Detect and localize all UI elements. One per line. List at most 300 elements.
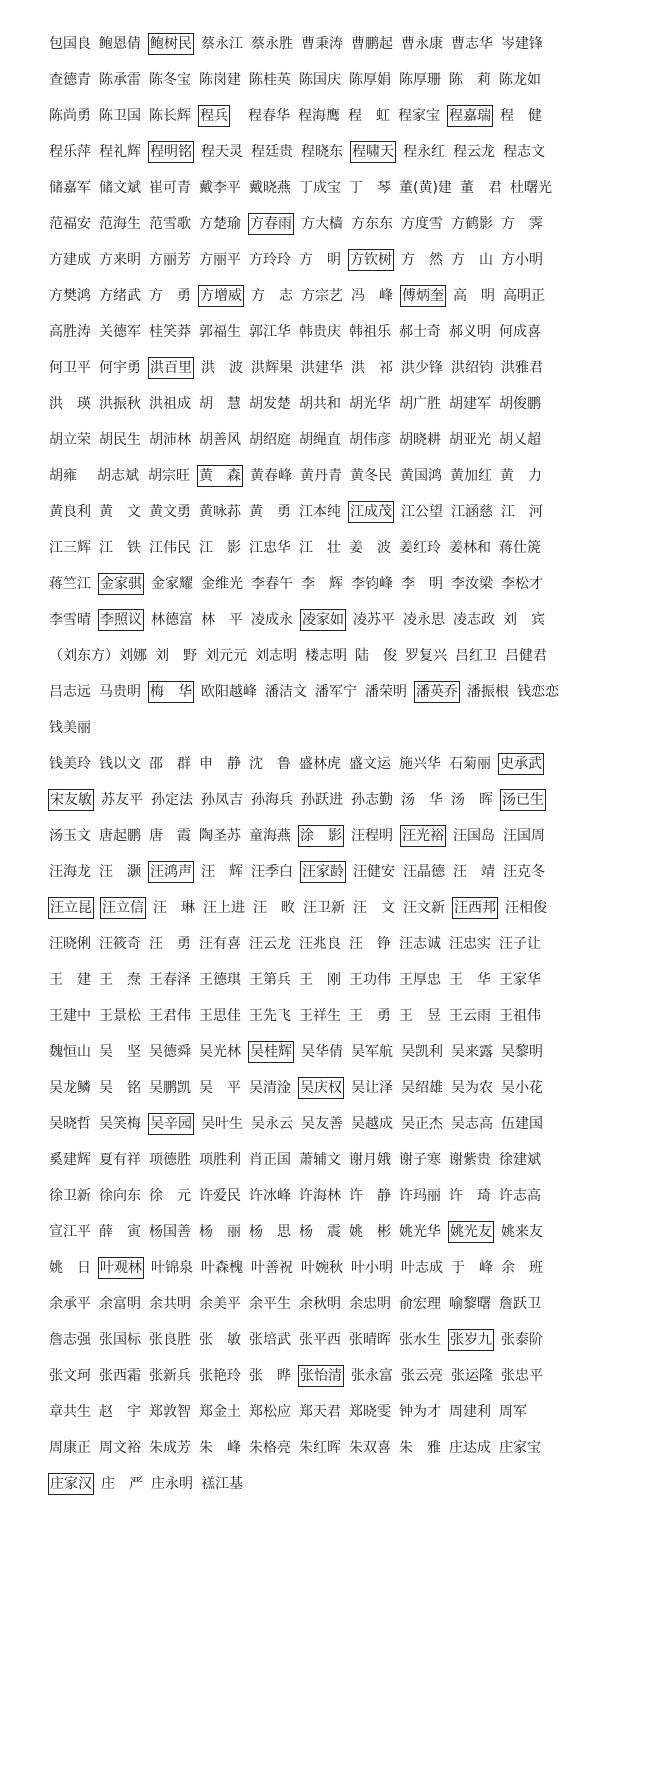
- name-entry: 程 虹: [348, 108, 390, 124]
- name-entry: 陈厚珊: [399, 72, 441, 88]
- name-entry: 姚 彬: [349, 1224, 391, 1240]
- name-entry: 汤 晖: [451, 792, 493, 808]
- name-entry: 张文珂: [49, 1368, 91, 1384]
- name-row: [0, 429, 671, 457]
- name-entry: 汪 靖: [453, 864, 495, 880]
- name-entry: （刘东方）刘娜: [49, 648, 147, 664]
- name-entry: 胡绳直: [299, 432, 341, 448]
- name-entry: 张晴晖: [349, 1332, 391, 1348]
- name-entry: 张国标: [99, 1332, 141, 1348]
- name-entry: 吴 铭: [99, 1080, 141, 1096]
- name-entry: 洪雅君: [501, 360, 543, 376]
- name-row: [0, 249, 671, 277]
- name-entry: 江涵慈: [451, 504, 493, 520]
- name-entry: 姚 日: [49, 1260, 91, 1276]
- name-entry: 王功伟: [349, 972, 391, 988]
- name-entry: 凌成永: [251, 612, 293, 628]
- name-entry: 吴为农: [451, 1080, 493, 1096]
- name-entry: 洪 瑛: [49, 396, 91, 412]
- name-entry: 吴凯利: [401, 1044, 443, 1060]
- name-entry: 程乐萍: [49, 144, 91, 160]
- name-entry: 汪子让: [499, 936, 541, 952]
- name-entry: 鲍恩倩: [99, 36, 141, 52]
- name-entry: 张平西: [299, 1332, 341, 1348]
- name-entry: 吴 平: [199, 1080, 241, 1096]
- name-entry: 洪辉果: [251, 360, 293, 376]
- name-entry: 施兴华: [399, 756, 441, 772]
- name-entry: 钱美丽: [49, 720, 91, 736]
- name-row: [0, 1149, 671, 1177]
- name-entry: 吴小花: [501, 1080, 543, 1096]
- name-row: [0, 1077, 671, 1105]
- name-entry: 汪卫新: [303, 900, 345, 916]
- name-entry: 汪志诚: [399, 936, 441, 952]
- name-entry: 胡亚光: [449, 432, 491, 448]
- name-entry: 许 静: [349, 1188, 391, 1204]
- name-entry: 陈桂英: [249, 72, 291, 88]
- name-entry: 陈国庆: [299, 72, 341, 88]
- name-row: [0, 1041, 671, 1069]
- name-row: [0, 681, 671, 709]
- name-row: [0, 717, 671, 745]
- name-entry: 石菊丽: [449, 756, 491, 772]
- name-entry: 余共明: [149, 1296, 191, 1312]
- name-row: [0, 1437, 671, 1465]
- name-row: [0, 969, 671, 997]
- name-entry: 黄良利: [49, 504, 91, 520]
- name-entry: 包国良: [49, 36, 91, 52]
- name-entry: 吴黎明: [501, 1044, 543, 1060]
- name-entry: 王春泽: [149, 972, 191, 988]
- name-entry: 吴绍雄: [401, 1080, 443, 1096]
- name-row: [0, 933, 671, 961]
- name-entry: 胡伟彦: [349, 432, 391, 448]
- name-entry: 黄咏荪: [199, 504, 241, 520]
- name-entry: 丁成宝: [299, 180, 341, 196]
- name-entry: 江本纯: [299, 504, 341, 520]
- name-entry: 汪 辉: [201, 864, 243, 880]
- name-entry: 唐起鹏: [99, 828, 141, 844]
- name-entry: 查德青: [49, 72, 91, 88]
- name-entry: 冯 峰: [351, 288, 393, 304]
- name-entry: 郭江华: [249, 324, 291, 340]
- name-entry: 胡晓耕: [399, 432, 441, 448]
- name-entry: 李钧峰: [351, 576, 393, 592]
- name-entry: 吴光林: [199, 1044, 241, 1060]
- name-entry: 张运隆: [451, 1368, 493, 1384]
- name-entry: 陈承雷: [99, 72, 141, 88]
- name-entry: 潘洁文: [265, 684, 307, 700]
- name-row: [0, 789, 671, 817]
- name-entry: 汪国周: [503, 828, 545, 844]
- name-entry: 夏有祥: [99, 1152, 141, 1168]
- name-entry: 郑天君: [299, 1404, 341, 1420]
- name-entry: 胡沛林: [149, 432, 191, 448]
- name-entry: 黄国鸿: [400, 468, 442, 484]
- name-entry: 李春午: [251, 576, 293, 592]
- name-entry: 杜曙光: [510, 180, 552, 196]
- boxed-name-entry: 庄家汉: [48, 1473, 94, 1495]
- name-entry: 陈 莉: [449, 72, 491, 88]
- name-entry: 庄 严: [101, 1476, 143, 1492]
- name-entry: 周建利: [449, 1404, 491, 1420]
- name-entry: 胡俊鹏: [499, 396, 541, 412]
- name-entry: 江 壮: [299, 540, 341, 556]
- boxed-name-entry: 李照议: [98, 609, 144, 631]
- name-entry: 胡绍庭: [249, 432, 291, 448]
- name-entry: 汪 铮: [349, 936, 391, 952]
- boxed-name-entry: 汪鸿声: [148, 861, 194, 883]
- name-entry: 戴李平: [199, 180, 241, 196]
- name-entry: 洪祖成: [149, 396, 191, 412]
- name-row: [0, 645, 671, 673]
- name-entry: 吴笑梅: [99, 1116, 141, 1132]
- name-row: [0, 825, 671, 853]
- name-row: [0, 177, 671, 205]
- name-entry: 叶小明: [351, 1260, 393, 1276]
- name-entry: 黄 文: [99, 504, 141, 520]
- name-entry: 杨 思: [249, 1224, 291, 1240]
- name-entry: 金维光: [201, 576, 243, 592]
- boxed-name-entry: 傅炳奎: [400, 285, 446, 307]
- name-entry: 吕志远: [49, 684, 91, 700]
- boxed-name-entry: 鲍树民: [148, 33, 194, 55]
- name-entry: 蔡永江: [201, 36, 243, 52]
- boxed-name-entry: 张怡清: [298, 1365, 344, 1387]
- name-entry: 宣江平: [49, 1224, 91, 1240]
- name-entry: 韩贵庆: [299, 324, 341, 340]
- name-entry: 王 刚: [299, 972, 341, 988]
- name-entry: 朱红晖: [299, 1440, 341, 1456]
- name-entry: 储嘉军: [49, 180, 91, 196]
- name-entry: 胡 慧: [199, 396, 241, 412]
- name-entry: 余平生: [249, 1296, 291, 1312]
- name-row: [0, 753, 671, 781]
- name-entry: 蒋仕箎: [499, 540, 541, 556]
- name-entry: 王建中: [49, 1008, 91, 1024]
- name-entry: 汪相俊: [505, 900, 547, 916]
- name-entry: 吴友善: [301, 1116, 343, 1132]
- name-entry: 程志文: [503, 144, 545, 160]
- name-entry: 董 君: [460, 180, 502, 196]
- name-entry: 范海生: [99, 216, 141, 232]
- name-entry: 方 山: [451, 252, 493, 268]
- name-entry: 叶善祝: [251, 1260, 293, 1276]
- name-entry: 盛林虎: [299, 756, 341, 772]
- name-entry: 丁 琴: [349, 180, 391, 196]
- name-entry: 吕红卫: [455, 648, 497, 664]
- name-entry: 高 明: [453, 288, 495, 304]
- name-entry: 俞宏理: [399, 1296, 441, 1312]
- name-entry: 钱恋恋: [517, 684, 559, 700]
- name-row: [0, 105, 671, 133]
- name-entry: 程 健: [500, 108, 542, 124]
- name-entry: 王家华: [499, 972, 541, 988]
- name-entry: 陈龙如: [499, 72, 541, 88]
- name-entry: 张水生: [399, 1332, 441, 1348]
- name-entry: 吕健君: [505, 648, 547, 664]
- name-entry: 蔡永胜: [251, 36, 293, 52]
- boxed-name-entry: 姚光友: [448, 1221, 494, 1243]
- boxed-name-entry: 方春雨: [248, 213, 294, 235]
- name-entry: 吴来露: [451, 1044, 493, 1060]
- name-entry: 杨国善: [149, 1224, 191, 1240]
- name-entry: 胡志斌: [97, 468, 139, 484]
- name-entry: 周文裕: [99, 1440, 141, 1456]
- name-entry: 周康正: [49, 1440, 91, 1456]
- name-entry: 王第兵: [249, 972, 291, 988]
- name-entry: 金家耀: [151, 576, 193, 592]
- name-entry: 楼志明: [305, 648, 347, 664]
- name-entry: 陈岗建: [199, 72, 241, 88]
- name-row: [0, 501, 671, 529]
- name-entry: 胡宗旺: [148, 468, 190, 484]
- name-entry: 吴鹏凯: [149, 1080, 191, 1096]
- name-entry: 方大樯: [301, 216, 343, 232]
- name-entry: 汪克冬: [503, 864, 545, 880]
- name-entry: 戴晓燕: [249, 180, 291, 196]
- name-entry: 陈冬宝: [149, 72, 191, 88]
- name-entry: 郭福生: [199, 324, 241, 340]
- name-entry: 余富明: [99, 1296, 141, 1312]
- name-entry: 王 勇: [349, 1008, 391, 1024]
- name-entry: 钱美玲: [49, 756, 91, 772]
- name-entry: 凌志政: [453, 612, 495, 628]
- boxed-name-entry: 梅 华: [148, 681, 194, 703]
- name-row: [0, 1113, 671, 1141]
- name-entry: 汪上进: [203, 900, 245, 916]
- name-entry: 马贵明: [99, 684, 141, 700]
- name-entry: 陈长辉: [149, 108, 191, 124]
- boxed-name-entry: 程嘉瑞: [447, 105, 493, 127]
- name-entry: 范雪歌: [149, 216, 191, 232]
- name-entry: 庄达成: [449, 1440, 491, 1456]
- name-entry: 吴清淦: [249, 1080, 291, 1096]
- name-entry: 周军: [499, 1404, 527, 1420]
- name-entry: 曹秉涛: [301, 36, 343, 52]
- name-entry: 童海燕: [249, 828, 291, 844]
- boxed-name-entry: 张岁九: [448, 1329, 494, 1351]
- name-entry: 汪晓俐: [49, 936, 91, 952]
- name-entry: 姜林和: [449, 540, 491, 556]
- name-entry: 崔可青: [149, 180, 191, 196]
- name-entry: 胡光华: [349, 396, 391, 412]
- name-entry: 黄春峰: [250, 468, 292, 484]
- name-entry: 程晓东: [301, 144, 343, 160]
- name-entry: 陶圣苏: [199, 828, 241, 844]
- name-entry: 盛文运: [349, 756, 391, 772]
- name-entry: 凌苏平: [353, 612, 395, 628]
- boxed-name-entry: 潘英乔: [414, 681, 460, 703]
- boxed-name-entry: 汪光裕: [400, 825, 446, 847]
- name-entry: 叶锦泉: [151, 1260, 193, 1276]
- name-entry: 曹志华: [451, 36, 493, 52]
- name-entry: 何卫平: [49, 360, 91, 376]
- name-row: [0, 573, 671, 601]
- name-entry: 汪 文: [353, 900, 395, 916]
- name-entry: 吴越成: [351, 1116, 393, 1132]
- name-entry: 方 志: [251, 288, 293, 304]
- name-entry: 余秋明: [299, 1296, 341, 1312]
- name-entry: 钟为才: [399, 1404, 441, 1420]
- name-entry: 萧辅文: [299, 1152, 341, 1168]
- name-entry: 方 明: [299, 252, 341, 268]
- name-row: [0, 213, 671, 241]
- name-entry: 方小明: [501, 252, 543, 268]
- name-entry: 方樊鸿: [49, 288, 91, 304]
- name-row: [0, 465, 671, 493]
- name-entry: 罗复兴: [405, 648, 447, 664]
- name-entry: 洪建华: [301, 360, 343, 376]
- name-entry: 余承平: [49, 1296, 91, 1312]
- name-entry: 邵 群: [149, 756, 191, 772]
- name-entry: 李 辉: [301, 576, 343, 592]
- name-entry: 张培武: [249, 1332, 291, 1348]
- boxed-name-entry: 吴桂辉: [248, 1041, 294, 1063]
- name-entry: 陆 俊: [355, 648, 397, 664]
- name-entry: 许冰峰: [249, 1188, 291, 1204]
- name-entry: 沈 鲁: [249, 756, 291, 772]
- name-entry: 江 河: [501, 504, 543, 520]
- name-entry: 吴华倩: [301, 1044, 343, 1060]
- name-entry: 许志高: [499, 1188, 541, 1204]
- name-entry: 凌永思: [403, 612, 445, 628]
- name-entry: 项德胜: [149, 1152, 191, 1168]
- name-entry: 方鹤影: [451, 216, 493, 232]
- name-entry: 方东东: [351, 216, 393, 232]
- name-entry: 程云龙: [453, 144, 495, 160]
- name-entry: 王 华: [449, 972, 491, 988]
- name-entry: 张泰阶: [501, 1332, 543, 1348]
- name-entry: 吴军航: [351, 1044, 393, 1060]
- name-row: [0, 1365, 671, 1393]
- name-entry: 郑敦智: [149, 1404, 191, 1420]
- boxed-name-entry: 汤已生: [500, 789, 546, 811]
- name-entry: 王景松: [99, 1008, 141, 1024]
- name-entry: 胡善风: [199, 432, 241, 448]
- name-entry: 方丽芳: [149, 252, 191, 268]
- name-entry: 项胜利: [199, 1152, 241, 1168]
- name-entry: 方绪武: [99, 288, 141, 304]
- boxed-name-entry: 程兵: [198, 105, 230, 127]
- name-entry: 高胜涛: [49, 324, 91, 340]
- name-entry: 张 晔: [249, 1368, 291, 1384]
- name-entry: 吴让泽: [351, 1080, 393, 1096]
- name-entry: 朱双喜: [349, 1440, 391, 1456]
- boxed-name-entry: 史承武: [498, 753, 544, 775]
- name-entry: 许玛丽: [399, 1188, 441, 1204]
- name-entry: 王德琪: [199, 972, 241, 988]
- name-entry: 陈厚娟: [349, 72, 391, 88]
- boxed-name-entry: 汪家龄: [300, 861, 346, 883]
- name-entry: 黄文勇: [149, 504, 191, 520]
- name-entry: 王思佳: [199, 1008, 241, 1024]
- name-entry: 张云亮: [401, 1368, 443, 1384]
- name-entry: 朱 峰: [199, 1440, 241, 1456]
- name-entry: 郝士奇: [399, 324, 441, 340]
- name-entry: 章共生: [49, 1404, 91, 1420]
- name-entry: 詹志强: [49, 1332, 91, 1348]
- name-row: [0, 393, 671, 421]
- name-entry: 姜红玲: [399, 540, 441, 556]
- name-entry: 王祖伟: [499, 1008, 541, 1024]
- name-entry: 郑金土: [199, 1404, 241, 1420]
- name-entry: 张永富: [351, 1368, 393, 1384]
- name-entry: 方来明: [99, 252, 141, 268]
- name-entry: 钱以文: [99, 756, 141, 772]
- boxed-name-entry: 吴庆权: [298, 1077, 344, 1099]
- name-entry: 郑松应: [249, 1404, 291, 1420]
- name-row: [0, 1401, 671, 1429]
- name-entry: 黄加红: [450, 468, 492, 484]
- name-entry: 朱格亮: [249, 1440, 291, 1456]
- name-entry: 王 建: [49, 972, 91, 988]
- name-entry: 洪绍钧: [451, 360, 493, 376]
- name-entry: 方楚瑜: [199, 216, 241, 232]
- name-row: [0, 33, 671, 61]
- name-entry: 吴志高: [451, 1116, 493, 1132]
- name-entry: 汪季白: [251, 864, 293, 880]
- name-entry: 汤 华: [401, 792, 443, 808]
- name-entry: 朱 雅: [399, 1440, 441, 1456]
- name-entry: 方 然: [401, 252, 443, 268]
- name-entry: 江 影: [199, 540, 241, 556]
- name-entry: 张艳玲: [199, 1368, 241, 1384]
- name-entry: 汪海龙: [49, 864, 91, 880]
- name-entry: 吴永云: [251, 1116, 293, 1132]
- name-entry: 胡乂超: [499, 432, 541, 448]
- name-entry: 方 勇: [149, 288, 191, 304]
- name-entry: 江 铁: [99, 540, 141, 556]
- boxed-name-entry: 汪立信: [100, 897, 146, 919]
- name-entry: 杨 震: [299, 1224, 341, 1240]
- name-entry: 范福安: [49, 216, 91, 232]
- name-entry: 汪云龙: [249, 936, 291, 952]
- name-entry: 方玲玲: [249, 252, 291, 268]
- name-entry: 汪筱奇: [99, 936, 141, 952]
- name-entry: 唐 霞: [149, 828, 191, 844]
- name-entry: 胡民生: [99, 432, 141, 448]
- boxed-name-entry: 程明铭: [148, 141, 194, 163]
- name-entry: 黄冬民: [350, 468, 392, 484]
- name-entry: 王 昱: [399, 1008, 441, 1024]
- name-entry: 方 霁: [501, 216, 543, 232]
- name-row: [0, 1473, 671, 1501]
- name-entry: 杨 丽: [199, 1224, 241, 1240]
- name-entry: 肖正国: [249, 1152, 291, 1168]
- name-entry: 奚建辉: [49, 1152, 91, 1168]
- name-entry: 吴正杰: [401, 1116, 443, 1132]
- name-entry: 姚来友: [501, 1224, 543, 1240]
- name-entry: 姚光华: [399, 1224, 441, 1240]
- name-entry: 徐向东: [99, 1188, 141, 1204]
- name-entry: 孙定法: [151, 792, 193, 808]
- name-entry: 张西霜: [99, 1368, 141, 1384]
- name-entry: 庄永明: [151, 1476, 193, 1492]
- name-entry: 韩祖乐: [349, 324, 391, 340]
- name-row: [0, 1293, 671, 1321]
- name-entry: 李松才: [501, 576, 543, 592]
- name-entry: 詹跃卫: [499, 1296, 541, 1312]
- name-entry: 汪 琳: [153, 900, 195, 916]
- name-entry: 叶森槐: [201, 1260, 243, 1276]
- name-row: [0, 609, 671, 637]
- name-entry: 储文斌: [99, 180, 141, 196]
- name-entry: 程天灵: [201, 144, 243, 160]
- name-entry: 洪 祁: [351, 360, 393, 376]
- boxed-name-entry: 汪立昆: [48, 897, 94, 919]
- name-entry: 余美平: [199, 1296, 241, 1312]
